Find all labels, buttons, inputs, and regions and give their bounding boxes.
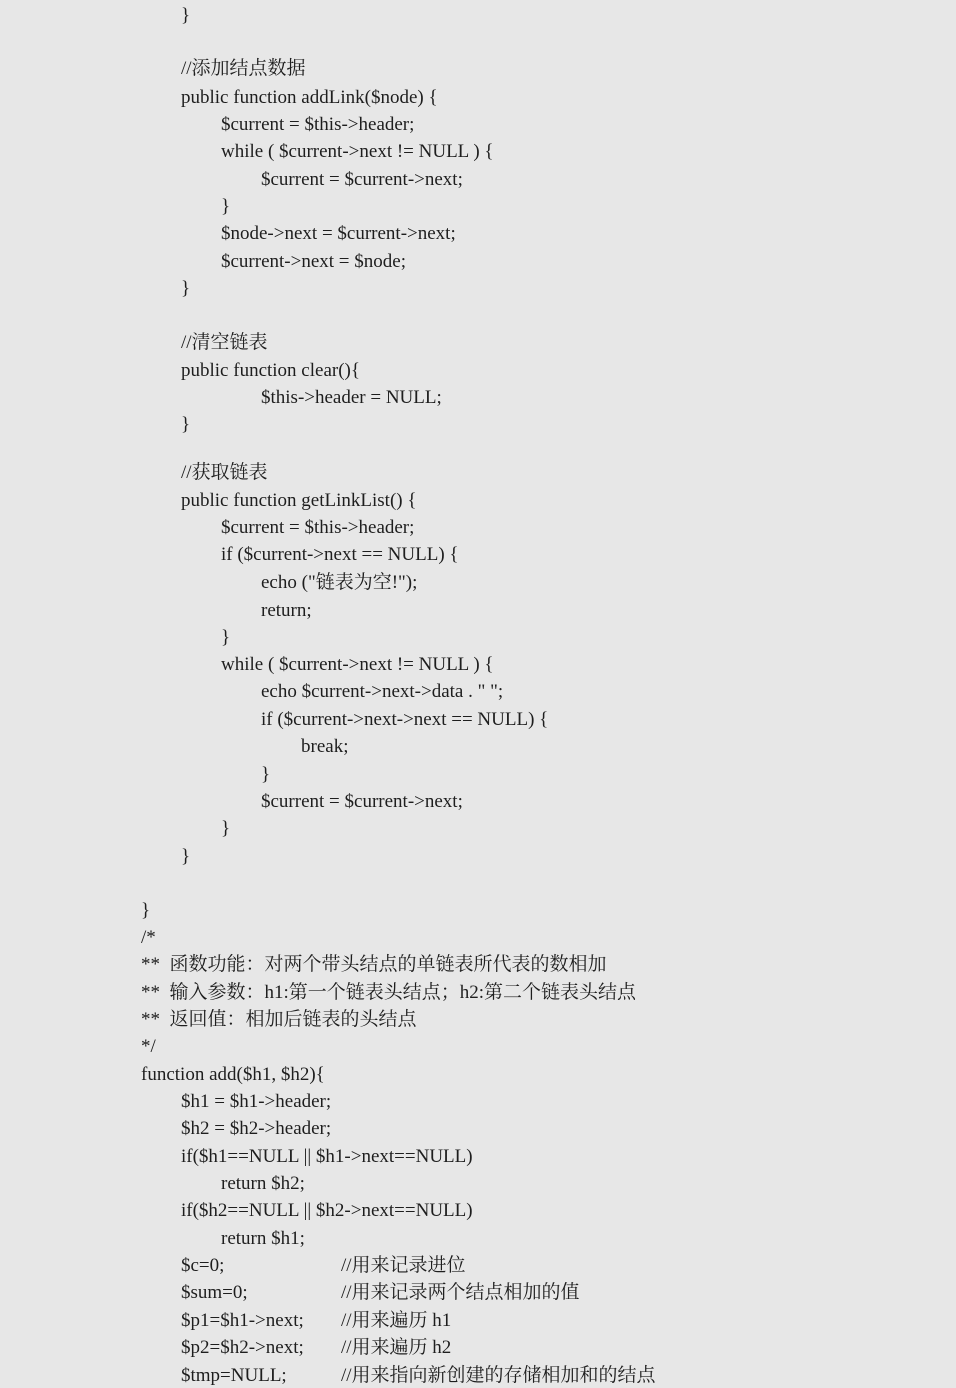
code-line: [221, 140, 956, 164]
code-text: }: [181, 846, 191, 867]
code-text: $this->header = NULL;: [261, 387, 442, 408]
code-line: [261, 790, 956, 814]
code-line: [261, 763, 956, 787]
code-line: [181, 86, 956, 110]
code-line: [221, 222, 956, 246]
code-line: [181, 1090, 956, 1114]
code-line: [221, 516, 956, 540]
code-text: }: [221, 196, 231, 217]
code-text: $h1 = $h1->header;: [181, 1091, 332, 1112]
code-text: if ($current->next == NULL) {: [221, 544, 459, 565]
code-text: $sum=0;: [181, 1282, 248, 1303]
code-text: }: [181, 5, 191, 26]
code-line: [141, 926, 956, 950]
code-text: //添加结点数据: [181, 58, 306, 79]
code-text: return $h1;: [221, 1228, 305, 1249]
code-line: [0, 31, 956, 55]
code-text: /*: [141, 927, 156, 948]
code-text: $node->next = $current->next;: [221, 223, 456, 244]
code-line: [261, 708, 956, 732]
code-text: break;: [301, 736, 349, 757]
code-line: [261, 168, 956, 192]
code-line: [261, 571, 956, 595]
code-text: echo $current->next->data . " ";: [261, 681, 504, 702]
code-line: [141, 1063, 956, 1087]
code-line: [261, 386, 956, 410]
code-text: $current = $this->header;: [221, 114, 415, 135]
code-line: [181, 461, 956, 485]
code-line: [181, 1117, 956, 1141]
code-text: $current->next = $node;: [221, 251, 406, 272]
code-line: [181, 1364, 956, 1388]
code-text: $tmp=NULL;: [181, 1365, 287, 1386]
code-line: [181, 57, 956, 81]
code-line: [221, 1172, 956, 1196]
code-text: public function getLinkList() {: [181, 490, 417, 511]
code-line: [221, 250, 956, 274]
code-text: return $h2;: [221, 1173, 305, 1194]
code-line: [181, 1336, 956, 1360]
code-text: }: [181, 414, 191, 435]
code-line: [0, 304, 956, 328]
code-line: [181, 4, 956, 28]
code-text: $h2 = $h2->header;: [181, 1118, 332, 1139]
code-line: [141, 899, 956, 923]
code-text: ** 返回值：相加后链表的头结点: [141, 1009, 417, 1030]
code-text: while ( $current->next != NULL ) {: [221, 141, 494, 162]
code-text: return;: [261, 600, 312, 621]
code-line: [221, 195, 956, 219]
inline-comment: //用来记录进位: [341, 1255, 466, 1276]
code-text: }: [181, 278, 191, 299]
code-text: if($h1==NULL || $h1->next==NULL): [181, 1146, 473, 1167]
code-text: function add($h1, $h2){: [141, 1064, 325, 1085]
code-text: }: [221, 627, 231, 648]
inline-comment: //用来指向新创建的存储相加和的结点: [341, 1365, 656, 1386]
code-text: //清空链表: [181, 332, 268, 353]
code-text: $current = $current->next;: [261, 169, 463, 190]
code-line: [181, 1145, 956, 1169]
code-line: [221, 626, 956, 650]
code-line: [221, 817, 956, 841]
code-line: [181, 1309, 956, 1333]
code-line: [181, 413, 956, 437]
code-text: $p2=$h2->next;: [181, 1337, 304, 1358]
code-line: [181, 277, 956, 301]
code-text: //获取链表: [181, 462, 268, 483]
code-text: echo ("链表为空!");: [261, 572, 418, 593]
inline-comment: //用来记录两个结点相加的值: [341, 1282, 580, 1303]
code-line: [181, 845, 956, 869]
code-text: */: [141, 1036, 156, 1057]
code-line: [181, 1199, 956, 1223]
code-line: [181, 1254, 956, 1278]
code-line: [0, 872, 956, 896]
inline-comment: //用来遍历 h1: [341, 1310, 452, 1331]
code-line: [221, 543, 956, 567]
code-text: }: [141, 900, 151, 921]
code-line: [221, 653, 956, 677]
code-text: ** 函数功能：对两个带头结点的单链表所代表的数相加: [141, 954, 607, 975]
code-line: [181, 331, 956, 355]
code-text: while ( $current->next != NULL ) {: [221, 654, 494, 675]
code-text: ** 输入参数：h1:第一个链表头结点；h2:第二个链表头结点: [141, 982, 637, 1003]
code-text: public function clear(){: [181, 360, 360, 381]
code-line: [141, 1035, 956, 1059]
code-text: $p1=$h1->next;: [181, 1310, 304, 1331]
code-line: [221, 1227, 956, 1251]
code-line: [181, 359, 956, 383]
code-line: [261, 599, 956, 623]
code-text: $c=0;: [181, 1255, 225, 1276]
code-text: public function addLink($node) {: [181, 87, 438, 108]
code-text: if ($current->next->next == NULL) {: [261, 709, 549, 730]
code-line: [181, 489, 956, 513]
code-text: }: [261, 764, 271, 785]
inline-comment: //用来遍历 h2: [341, 1337, 452, 1358]
code-line: [141, 1008, 956, 1032]
code-line: [141, 953, 956, 977]
code-line: [261, 680, 956, 704]
code-text: $current = $current->next;: [261, 791, 463, 812]
code-line: [221, 113, 956, 137]
code-line: [141, 981, 956, 1005]
code-text: $current = $this->header;: [221, 517, 415, 538]
code-text: if($h2==NULL || $h2->next==NULL): [181, 1200, 473, 1221]
code-text: }: [221, 818, 231, 839]
code-line: [181, 1281, 956, 1305]
code-line: [301, 735, 956, 759]
